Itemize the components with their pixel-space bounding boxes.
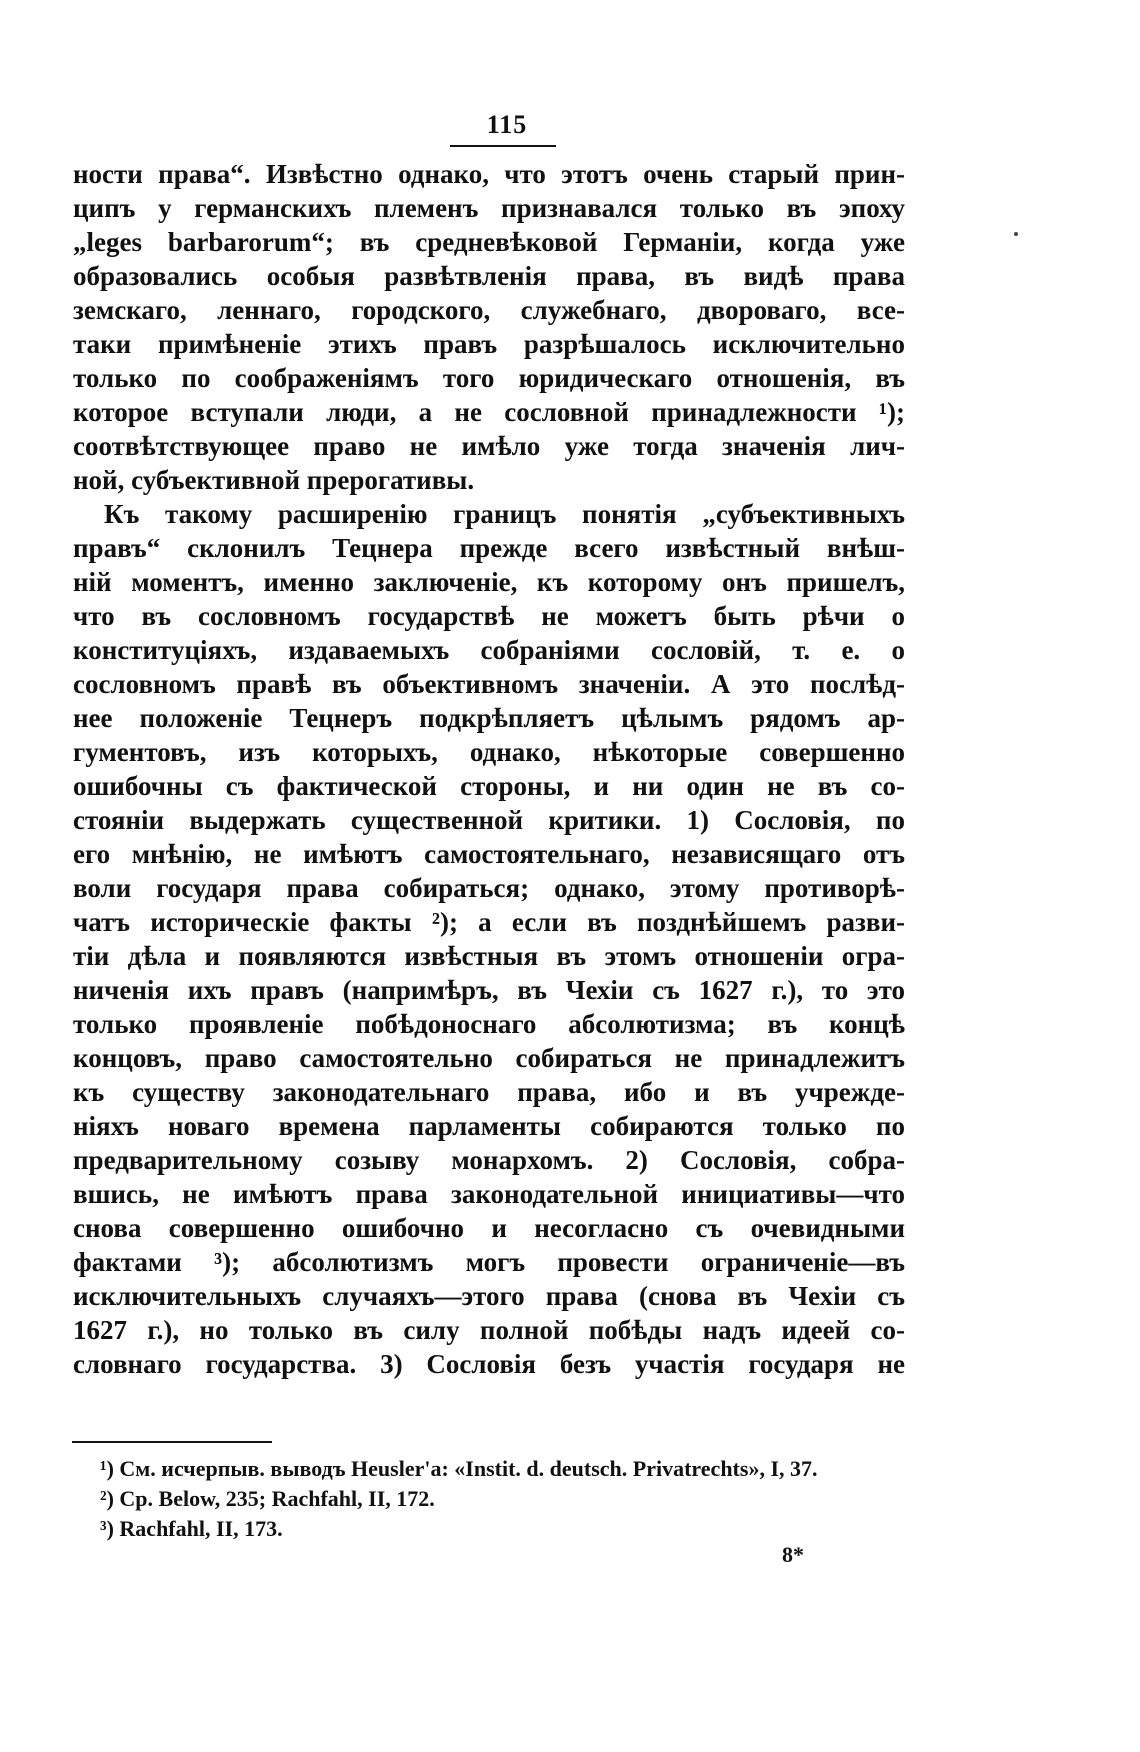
text-line: таки примѣненiе этихъ правъ разрѣшалось исключительно <box>73 329 905 359</box>
text-line: только по соображенiямъ того юридическаго отношенiя, въ <box>73 363 905 393</box>
text-line: вшись, не имѣютъ права законодательной инициативы—что <box>73 1179 905 1209</box>
text-line: къ существу законодательнаго права, ибо и въ учрежде- <box>73 1077 905 1107</box>
text-line: стоянiи выдержать существенной критики. 1) Сословiя, по <box>73 805 905 835</box>
margin-speck <box>1014 232 1018 236</box>
text-line: ципъ у германскихъ племенъ признавался только въ эпоху <box>73 193 905 223</box>
text-line: его мнѣнiю, не имѣютъ самостоятельнаго, независящаго отъ <box>73 839 905 869</box>
text-line: правъ“ склонилъ Тецнера прежде всего извѣстный внѣш- <box>73 533 905 563</box>
text-line: ошибочны съ фактической стороны, и ни один не въ со- <box>73 771 905 801</box>
text-line: Къ такому расширенiю границъ понятiя „субъективныхъ <box>104 499 905 529</box>
text-line: ной, субъективной прерогативы. <box>73 465 475 495</box>
text-line: нее положенiе Тецнеръ подкрѣпляетъ цѣлымъ рядомъ ар- <box>73 703 905 733</box>
text-line: земскаго, леннаго, городского, служебнаго, двороваго, все- <box>73 295 905 325</box>
text-line: предварительному созыву монархомъ. 2) Сословiя, собра- <box>73 1145 905 1175</box>
text-line: снова совершенно ошибочно и несогласно съ очевидными <box>73 1213 905 1243</box>
text-line: соотвѣтствующее право не имѣло уже тогда значенiя лич- <box>73 431 905 461</box>
text-line: образовались особыя развѣтвленiя права, въ видѣ права <box>73 261 905 291</box>
page-number: 115 <box>486 110 528 139</box>
text-line: фактами ³); абсолютизмъ могъ провести ограниченiе—въ <box>73 1247 905 1277</box>
text-line: тiи дѣла и появляются извѣстныя въ этомъ отношенiи огра- <box>73 941 905 971</box>
text-line: которое вступали люди, а не сословной принадлежности ¹); <box>73 397 905 427</box>
footnote-rule <box>72 1441 272 1443</box>
text-line: чатъ историческiе факты ²); а если въ позднѣйшемъ разви- <box>73 907 905 937</box>
footnote: ³) Rachfahl, II, 173. <box>100 1516 283 1541</box>
text-line: нiяхъ новаго времена парламенты собираются только по <box>73 1111 905 1141</box>
text-line: только проявленiе побѣдоноснаго абсолютизма; въ концѣ <box>73 1009 905 1039</box>
text-line: ниченiя ихъ правъ (напримѣръ, въ Чехiи съ 1627 г.), то это <box>73 975 905 1005</box>
page-number-rule <box>450 145 556 147</box>
footnote: ²) Cp. Below, 235; Rachfahl, II, 172. <box>100 1486 435 1511</box>
printer-signature: 8* <box>782 1542 804 1567</box>
text-line: гументовъ, изъ которыхъ, однако, нѣкоторые совершенно <box>73 737 905 767</box>
text-line: „leges barbarorum“; въ средневѣковой Германiи, когда уже <box>73 227 905 257</box>
text-line: что въ сословномъ государствѣ не можетъ быть рѣчи о <box>73 601 905 631</box>
text-line: конституцiяхъ, издаваемыхъ собранiями сословiй, т. е. о <box>73 635 905 665</box>
text-line: ности права“. Извѣстно однако, что этотъ очень старый прин- <box>73 159 905 189</box>
text-line: 1627 г.), но только въ силу полной побѣды надъ идеей со- <box>73 1315 905 1345</box>
text-line: словнаго государства. 3) Сословiя безъ участiя государя не <box>73 1349 905 1379</box>
text-line: исключительныхъ случаяхъ—этого права (снова въ Чехiи съ <box>73 1281 905 1311</box>
text-line: воли государя права собираться; однако, этому противорѣ- <box>73 873 905 903</box>
text-line: нiй моментъ, именно заключенiе, къ которому онъ пришелъ, <box>73 567 905 597</box>
footnote: ¹) См. исчерпыв. выводъ Heusler'a: «Instit. d. deutsch. Privatrechts», I, 37. <box>100 1456 818 1481</box>
text-line: сословномъ правѣ въ объективномъ значенiи. А это послѣд- <box>73 669 905 699</box>
text-line: концовъ, право самостоятельно собираться не принадлежитъ <box>73 1043 905 1073</box>
